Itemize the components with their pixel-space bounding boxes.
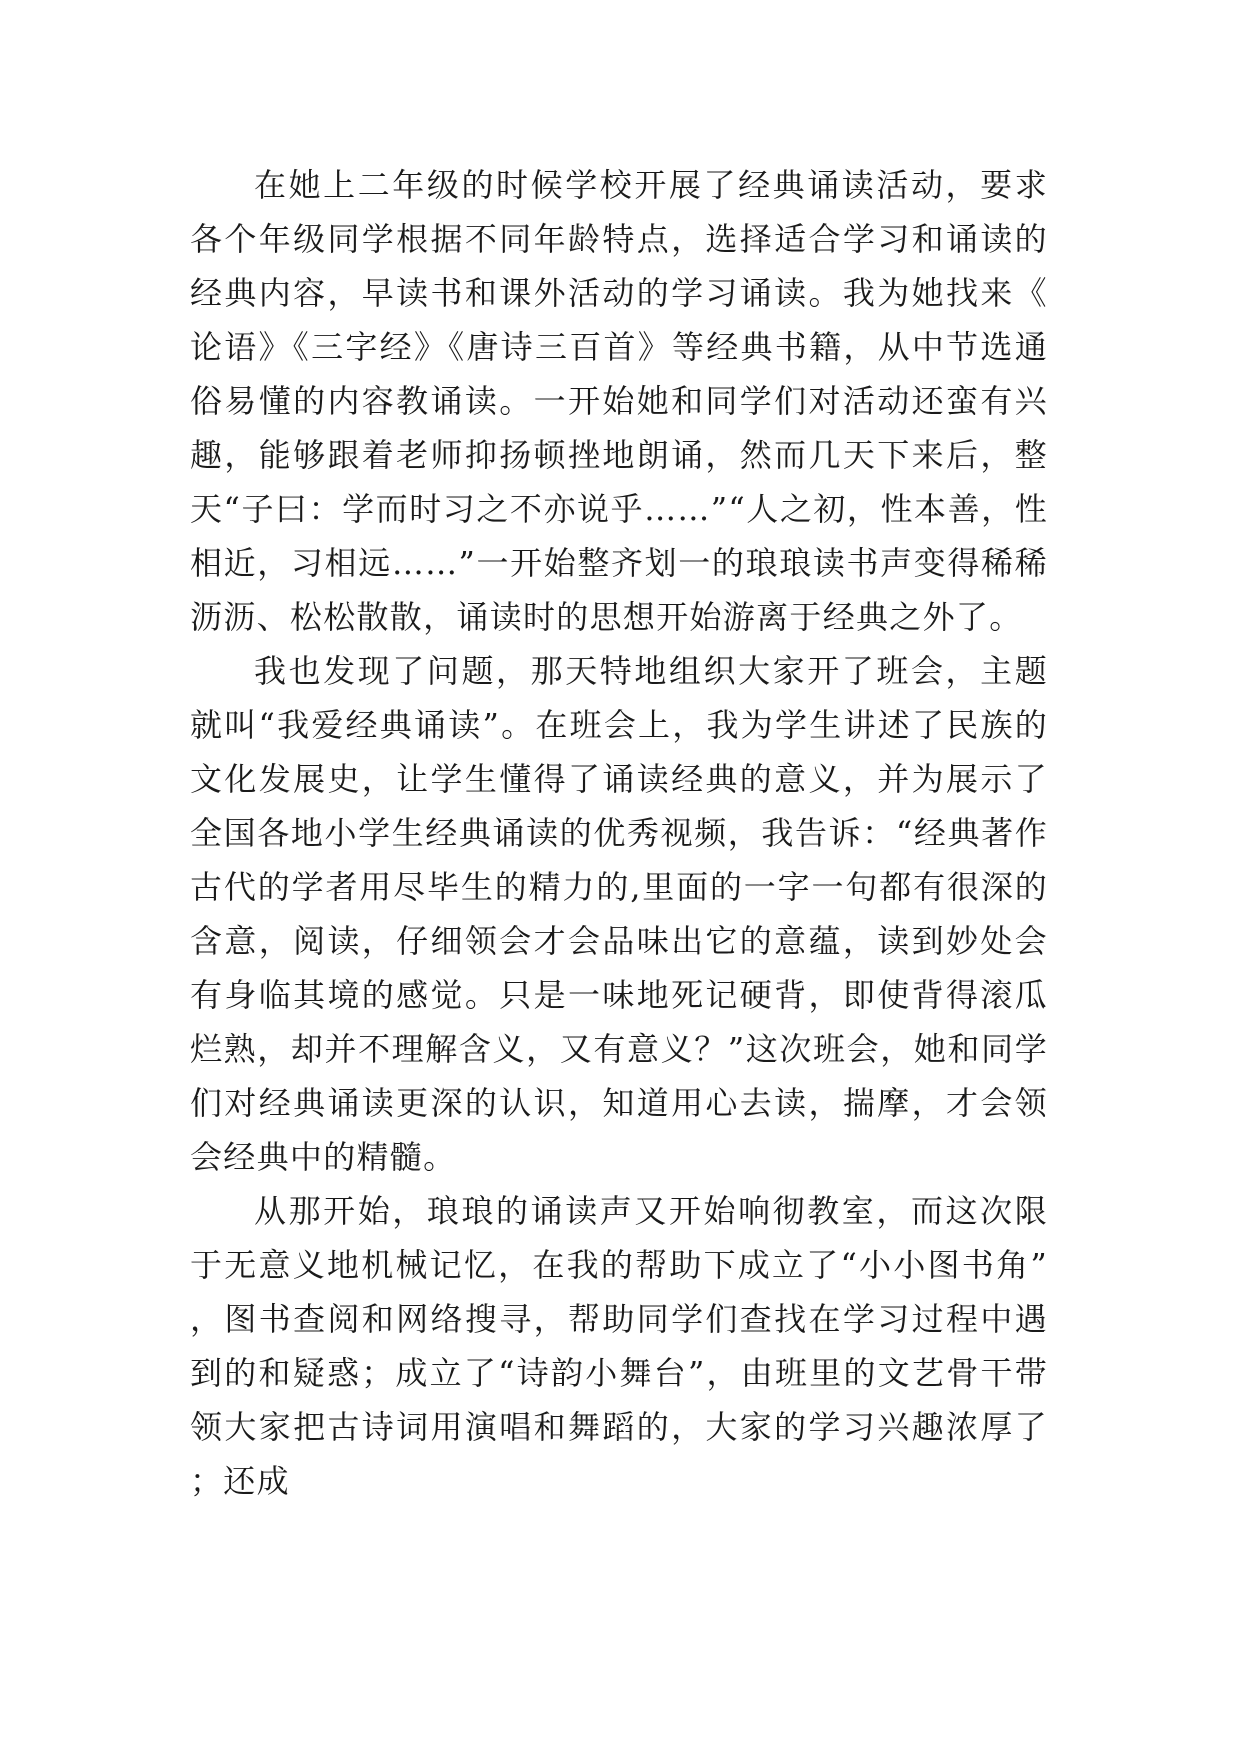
paragraph-1: 在她上二年级的时候学校开展了经典诵读活动，要求各个年级同学根据不同年龄特点，选择适合学习和诵读的经典内容，早读书和课外活动的学习诵读。我为她找来《论语》《三字经》《唐诗三百首》等经典书籍，从中节选通俗易懂的内容教诵读。一开始她和同学们对活动还蛮有兴趣，能够跟着老师抑扬顿挫地朗诵，然而几天下来后，整天“子曰：学而时习之不亦说乎……”“人之初，性本善，性相近，习相远……”一开始整齐划一的琅琅读书声变得稀稀沥沥、松松散散，诵读时的思想开始游离于经典之外了。	[190, 166, 1048, 636]
document-body	[190, 158, 1048, 1508]
paragraph-2: 我也发现了问题，那天特地组织大家开了班会，主题就叫“我爱经典诵读”。在班会上，我为学生讲述了民族的文化发展史，让学生懂得了诵读经典的意义，并为展示了全国各地小学生经典诵读的优秀视频，我告诉：“经典著作古代的学者用尽毕生的精力的,里面的一字一句都有很深的含意，阅读，仔细领会才会品味出它的意蕴，读到妙处会有身临其境的感觉。只是一味地死记硬背，即使背得滚瓜烂熟，却并不理解含义，又有意义？”这次班会，她和同学们对经典诵读更深的认识，知道用心去读，揣摩，才会领会经典中的精髓。	[190, 652, 1048, 1176]
paragraph-3: 从那开始，琅琅的诵读声又开始响彻教室，而这次限于无意义地机械记忆，在我的帮助下成立了“小小图书角”，图书查阅和网络搜寻，帮助同学们查找在学习过程中遇到的和疑惑；成立了“诗韵小舞台”，由班里的文艺骨干带领大家把古诗词用演唱和舞蹈的，大家的学习兴趣浓厚了；还成	[190, 1192, 1048, 1500]
